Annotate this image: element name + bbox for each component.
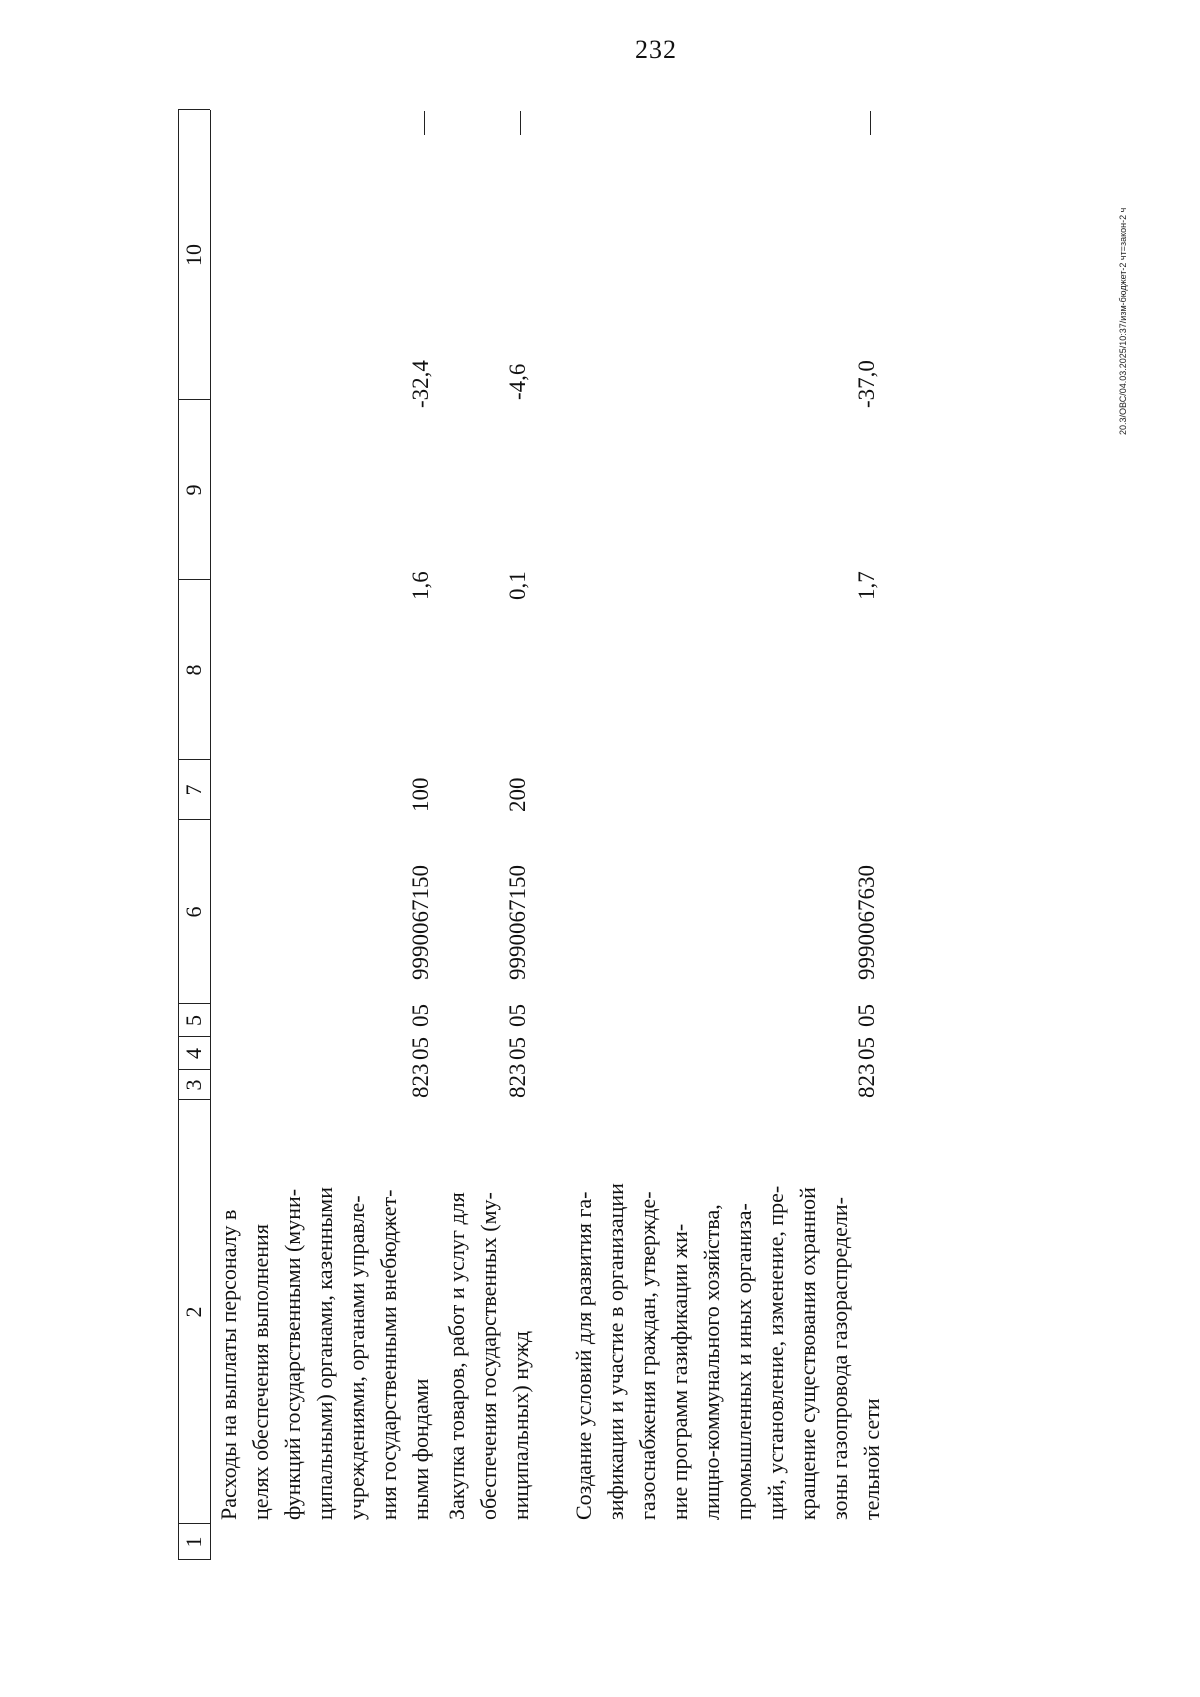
description-line: лищно-коммунального хозяйства, xyxy=(699,1204,724,1520)
row-1-code-3: 823 xyxy=(408,1063,433,1098)
row-2-value-9: -4,6 xyxy=(505,363,530,400)
row-3-description xyxy=(568,1100,888,1520)
description-line: газоснабжения граждан, утвержде- xyxy=(635,1191,660,1520)
row-3-code-3: 823 xyxy=(854,1063,879,1098)
row-1-value-9: -32,4 xyxy=(408,360,433,408)
description-line: кращение существования охранной xyxy=(795,1187,820,1520)
description-line: функций государственными (муни- xyxy=(280,1188,305,1520)
row-2-value-8: 0,1 xyxy=(505,571,530,600)
description-line: зификации и участие в организации xyxy=(603,1183,628,1520)
description-line: ципальными) органами, казенными xyxy=(312,1187,337,1520)
row-2-description xyxy=(441,1100,537,1520)
row-3-dash-10 xyxy=(870,111,871,135)
description-line: учреждениями, органами управле- xyxy=(344,1195,369,1520)
row-2-code-5: 05 xyxy=(505,1004,530,1027)
description-line: ние программ газификации жи- xyxy=(667,1223,692,1520)
row-1-dash-10 xyxy=(424,111,425,135)
column-number-7: 7 xyxy=(181,784,206,796)
row-2-dash-10 xyxy=(520,111,521,135)
row-1-value-8: 1,6 xyxy=(408,571,433,600)
column-number-10: 10 xyxy=(181,244,206,266)
column-number-5: 5 xyxy=(181,1015,206,1026)
description-line: Закупка товаров, работ и услуг для xyxy=(444,1192,469,1520)
column-number-4: 4 xyxy=(181,1048,206,1059)
description-line: ния государственными внебюджет- xyxy=(376,1189,401,1520)
description-line: Создание условий для развития га- xyxy=(571,1191,596,1520)
row-3-code-4: 05 xyxy=(854,1037,879,1060)
row-3-value-9: -37,0 xyxy=(854,360,879,408)
row-1-code-7: 100 xyxy=(408,777,433,812)
row-1-code-4: 05 xyxy=(408,1037,433,1060)
column-number-2: 2 xyxy=(181,1306,206,1318)
row-1-code-6: 9990067150 xyxy=(408,865,433,980)
description-line: ниципальных) нужд xyxy=(508,1330,533,1520)
column-number-9: 9 xyxy=(181,484,206,496)
description-line: промышленных и иных организа- xyxy=(731,1203,756,1520)
row-3-value-8: 1,7 xyxy=(854,571,879,600)
header-bottom-border xyxy=(210,110,211,1560)
row-2-code-7: 200 xyxy=(505,777,530,812)
description-line: Расходы на выплаты персоналу в xyxy=(216,1209,241,1520)
column-number-1: 1 xyxy=(181,1536,206,1548)
column-number-6: 6 xyxy=(181,906,206,918)
page-number: 232 xyxy=(635,35,677,64)
row-3-code-5: 05 xyxy=(854,1004,879,1027)
row-1-code-5: 05 xyxy=(408,1004,433,1027)
row-2-code-4: 05 xyxy=(505,1037,530,1060)
description-line: тельной сети xyxy=(859,1398,884,1520)
row-1-description xyxy=(213,1100,437,1520)
budget-table xyxy=(178,110,898,1560)
footer-code: 20.3/ОВС/04.03.2025/10:37/изм-бюджет-2 чт=закон-2 ч xyxy=(1118,207,1128,435)
description-line: обеспечения государственных (му- xyxy=(476,1192,501,1520)
description-line: зоны газопровода газораспредели- xyxy=(827,1197,852,1520)
column-number-3: 3 xyxy=(181,1079,206,1091)
row-2-code-6: 9990067150 xyxy=(505,865,530,980)
column-number-8: 8 xyxy=(181,664,206,676)
description-line: ций, установление, изменение, пре- xyxy=(763,1185,788,1520)
description-line: ными фондами xyxy=(408,1378,433,1520)
row-2-code-3: 823 xyxy=(505,1063,530,1098)
description-line: целях обеспечения выполнения xyxy=(248,1224,273,1520)
row-3-code-6: 9990067630 xyxy=(854,865,879,980)
